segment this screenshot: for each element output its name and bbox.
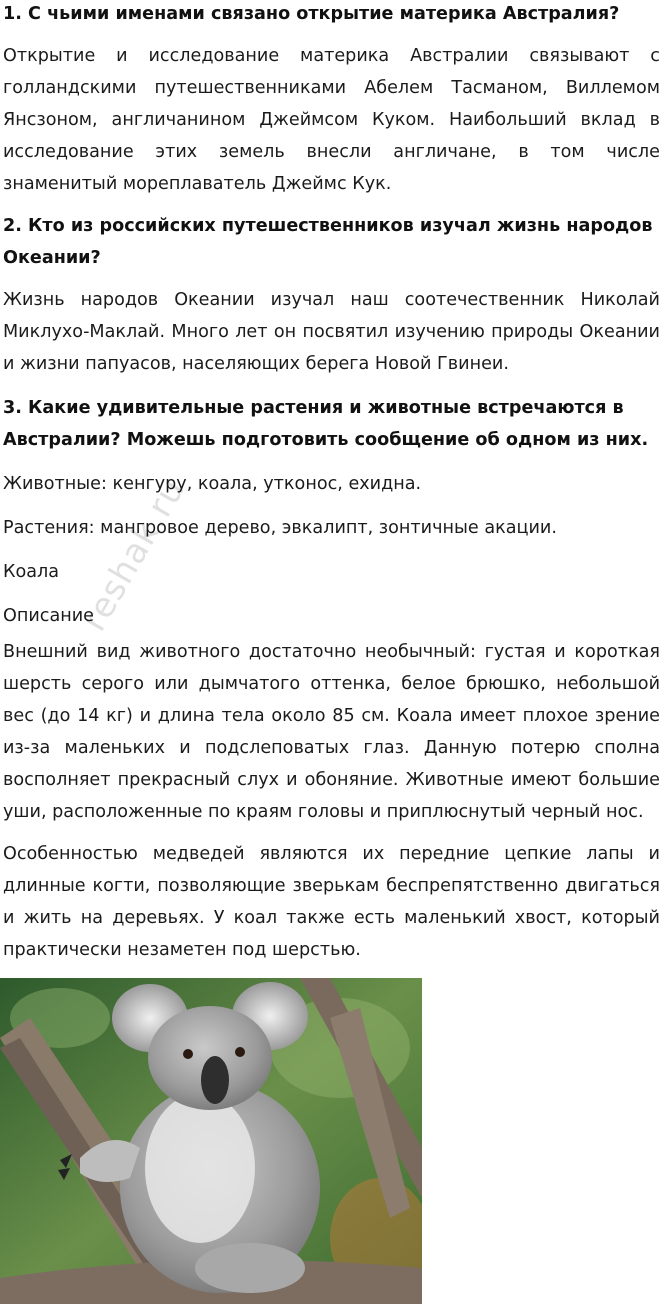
question-2 (3, 210, 660, 380)
question-1-answer: Открытие и исследование материка Австралии связывают с голландскими путешественниками Абелем Тасманом, Виллемом Янсзоном, англичанином Джеймсом Куком. Наибольший вклад в исследование этих земель внесли англичане, в том числе знаменитый мореплаватель Джеймс Кук. (3, 46, 660, 194)
animals-list: Животные: кенгуру, коала, утконос, ехидна. (3, 474, 422, 494)
question-3 (3, 392, 660, 966)
koala-photo (0, 978, 422, 1304)
question-1-title: 1. С чьими именами связано открытие материка Австралия? (3, 4, 620, 24)
koala-features: Особенностью медведей являются их передние цепкие лапы и длинные когти, позволяющие зверькам беспрепятственно двигаться и жить на деревьях. У коал также есть маленький хвост, который практически незаметен под шерстью. (3, 844, 660, 960)
koala-heading: Коала (3, 562, 60, 582)
question-1 (3, 0, 660, 200)
question-2-title: 2. Кто из российских путешественников изучал жизнь народов Океании? (3, 216, 653, 268)
question-2-answer: Жизнь народов Океании изучал наш соотечественник Николай Миклухо-Маклай. Много лет он посвятил изучению природы Океании и жизни папуасов, населяющих берега Новой Гвинеи. (3, 290, 660, 374)
question-3-title: 3. Какие удивительные растения и животные встречаются в Австралии? Можешь подготовить сообщение об одном из них. (3, 398, 649, 450)
description-heading: Описание (3, 606, 95, 626)
plants-list: Растения: мангровое дерево, эвкалипт, зонтичные акации. (3, 518, 557, 538)
koala-description: Внешний вид животного достаточно необычный: густая и короткая шерсть серого или дымчатого оттенка, белое брюшко, небольшой вес (до 14 кг) и длина тела около 85 см. Коала имеет плохое зрение из-за маленьких и подслеповатых глаз. Данную потерю сполна восполняет прекрасный слух и обоняние. Животные имеют большие уши, расположенные по краям головы и приплюснутый черный нос. (3, 642, 660, 822)
watermark: reshak.ru (74, 471, 194, 638)
